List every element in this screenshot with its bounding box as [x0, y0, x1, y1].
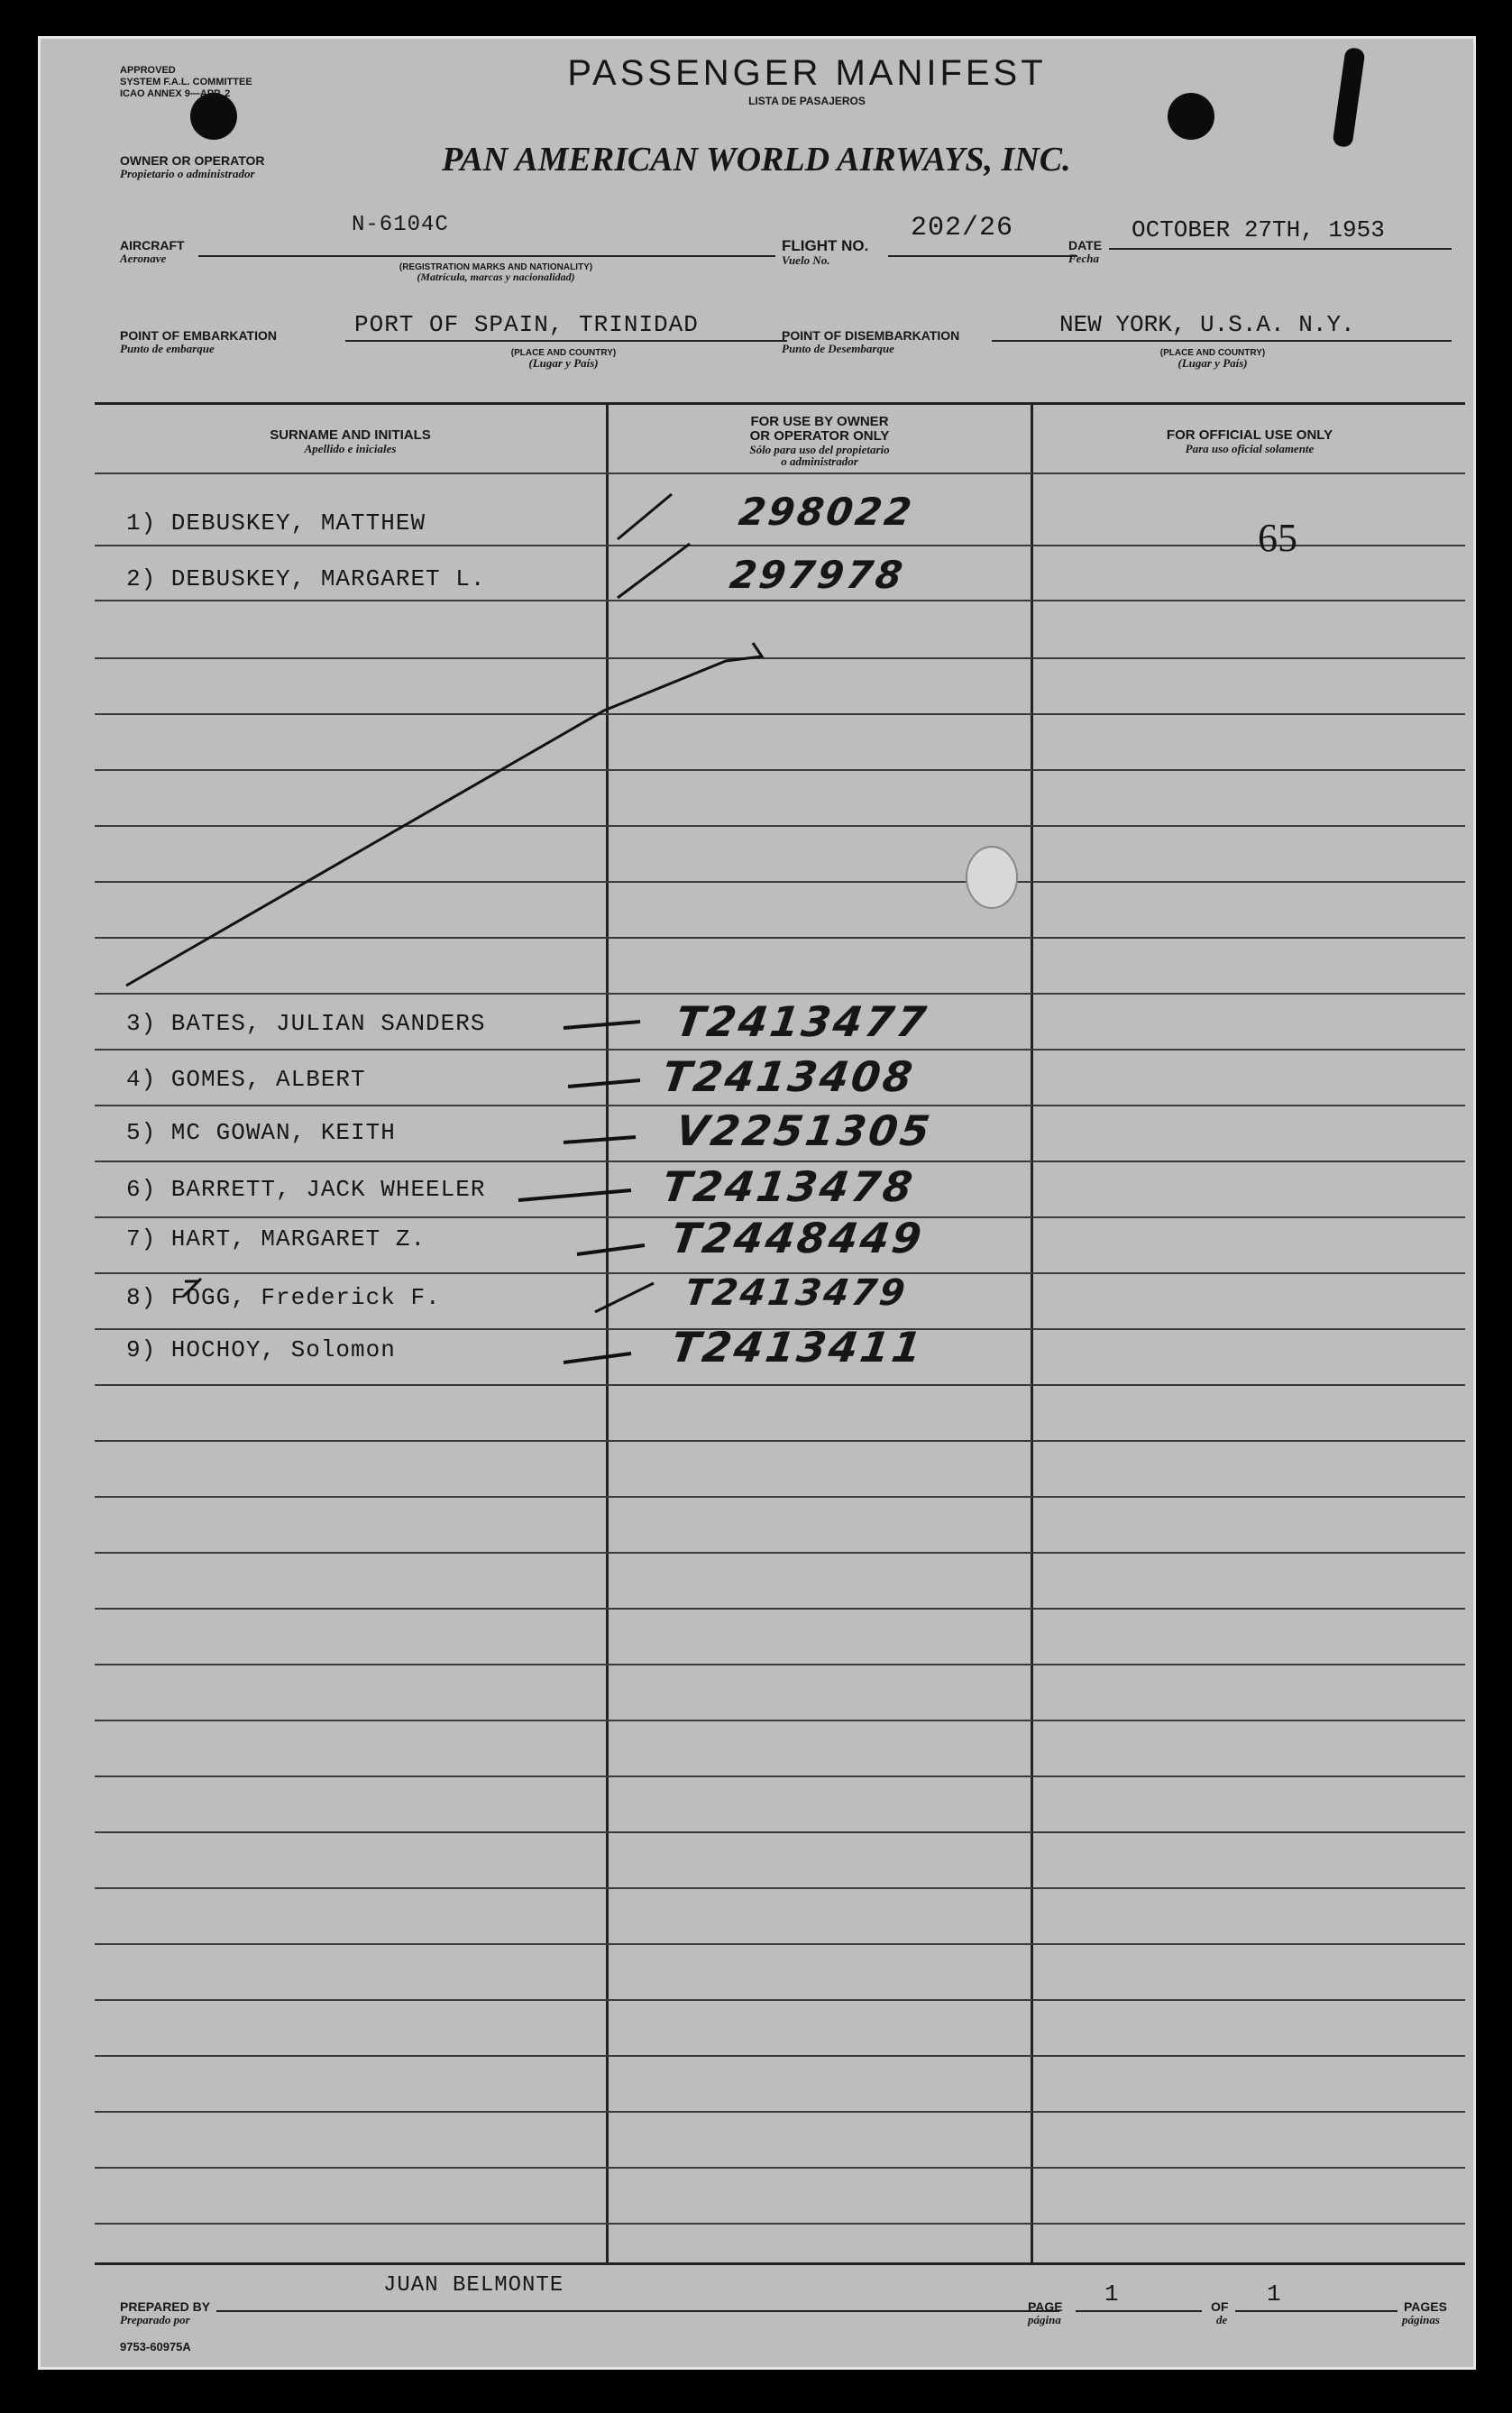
col1-header-es: Apellido e iniciales	[304, 442, 397, 455]
registration-note: (REGISTRATION MARKS AND NATIONALITY)	[399, 262, 593, 272]
col2-header-es-1: Sólo para uso del propietario	[749, 443, 890, 456]
official-use-mark: 65	[1258, 516, 1297, 560]
embark-value: PORT OF SPAIN, TRINIDAD	[354, 311, 699, 338]
disembark-value: NEW YORK, U.S.A. N.Y.	[1059, 311, 1355, 338]
aircraft-label-es: Aeronave	[120, 252, 167, 265]
pen-strokes	[41, 39, 1479, 2372]
ticket-number-1: 298022	[736, 490, 917, 534]
operator-name: PAN AMERICAN WORLD AIRWAYS, INC.	[442, 141, 1071, 179]
of-value: 1	[1267, 2280, 1282, 2307]
passenger-name-8: 8) FOGG, Frederick F.	[126, 1284, 441, 1311]
pages-label-es: páginas	[1402, 2313, 1440, 2326]
embark-label: POINT OF EMBARKATION	[120, 328, 277, 343]
ticket-number-9: T2413411	[668, 1323, 928, 1372]
passenger-name-1: 1) DEBUSKEY, MATTHEW	[126, 509, 426, 537]
col2-header-2: OR OPERATOR ONLY	[749, 428, 890, 444]
disembark-label-es: Punto de Desembarque	[782, 342, 894, 355]
passenger-manifest-form	[38, 36, 1476, 2370]
page-value: 1	[1104, 2280, 1120, 2307]
embark-label-es: Punto de embarque	[120, 342, 215, 355]
page-title-es: LISTA DE PASAJEROS	[748, 95, 866, 107]
ticket-number-5: V2251305	[673, 1106, 936, 1155]
prepared-value: JUAN BELMONTE	[383, 2273, 564, 2298]
approval-line-1: APPROVED	[120, 65, 176, 76]
ticket-number-8: T2413479	[682, 1272, 911, 1314]
page-label: PAGE	[1028, 2299, 1063, 2314]
col2-header-1: FOR USE BY OWNER	[750, 414, 889, 429]
col2-header-es-2: o administrador	[781, 454, 858, 468]
passenger-name-7: 7) HART, MARGARET Z.	[126, 1225, 426, 1252]
aircraft-label: AIRCRAFT	[120, 238, 185, 252]
passenger-name-9: 9) HOCHOY, Solomon	[126, 1336, 396, 1363]
date-value: OCTOBER 27TH, 1953	[1132, 216, 1385, 243]
passenger-name-6: 6) BARRETT, JACK WHEELER	[126, 1176, 486, 1203]
approval-line-3: ICAO ANNEX 9—APP. 2	[120, 88, 231, 99]
ticket-number-6: T2413478	[659, 1162, 919, 1211]
ticket-number-7: T2448449	[668, 1214, 928, 1262]
flight-label: FLIGHT NO.	[782, 237, 869, 254]
date-label: DATE	[1068, 238, 1103, 252]
passenger-name-3: 3) BATES, JULIAN SANDERS	[126, 1010, 486, 1037]
form-number: 9753-60975A	[120, 2340, 191, 2353]
passenger-name-5: 5) MC GOWAN, KEITH	[126, 1119, 396, 1146]
registration-note-es: (Matrícula, marcas y nacionalidad)	[417, 271, 575, 283]
owner-label: OWNER OR OPERATOR	[120, 153, 265, 168]
pages-label: PAGES	[1404, 2299, 1447, 2314]
embark-place-note: (PLACE AND COUNTRY)	[510, 348, 617, 358]
ticket-number-3: T2413477	[673, 997, 932, 1046]
passenger-name-4: 4) GOMES, ALBERT	[126, 1066, 366, 1093]
col3-header: FOR OFFICIAL USE ONLY	[1166, 427, 1333, 443]
page-title: PASSENGER MANIFEST	[567, 53, 1047, 93]
col3-header-es: Para uso oficial solamente	[1185, 442, 1315, 455]
page-label-es: página	[1028, 2313, 1061, 2326]
ticket-number-4: T2413408	[659, 1052, 919, 1101]
prepared-label: PREPARED BY	[120, 2299, 211, 2314]
aircraft-value: N-6104C	[352, 213, 449, 237]
disembark-place-note: (PLACE AND COUNTRY)	[1159, 348, 1266, 358]
ticket-number-2: 297978	[727, 553, 908, 597]
date-label-es: Fecha	[1068, 252, 1099, 265]
prepared-label-es: Preparado por	[120, 2313, 190, 2326]
flight-label-es: Vuelo No.	[782, 253, 830, 267]
approval-line-2: SYSTEM F.A.L. COMMITTEE	[120, 77, 252, 87]
disembark-label: POINT OF DISEMBARKATION	[782, 328, 960, 343]
disembark-place-note-es: (Lugar y País)	[1178, 356, 1248, 370]
passenger-name-2: 2) DEBUSKEY, MARGARET L.	[126, 565, 486, 592]
embark-place-note-es: (Lugar y País)	[528, 356, 599, 370]
col1-header: SURNAME AND INITIALS	[270, 427, 431, 443]
of-label-es: de	[1216, 2313, 1228, 2326]
of-label: OF	[1211, 2299, 1229, 2314]
owner-label-es: Propietario o administrador	[120, 167, 255, 180]
flight-value: 202/26	[911, 213, 1014, 243]
